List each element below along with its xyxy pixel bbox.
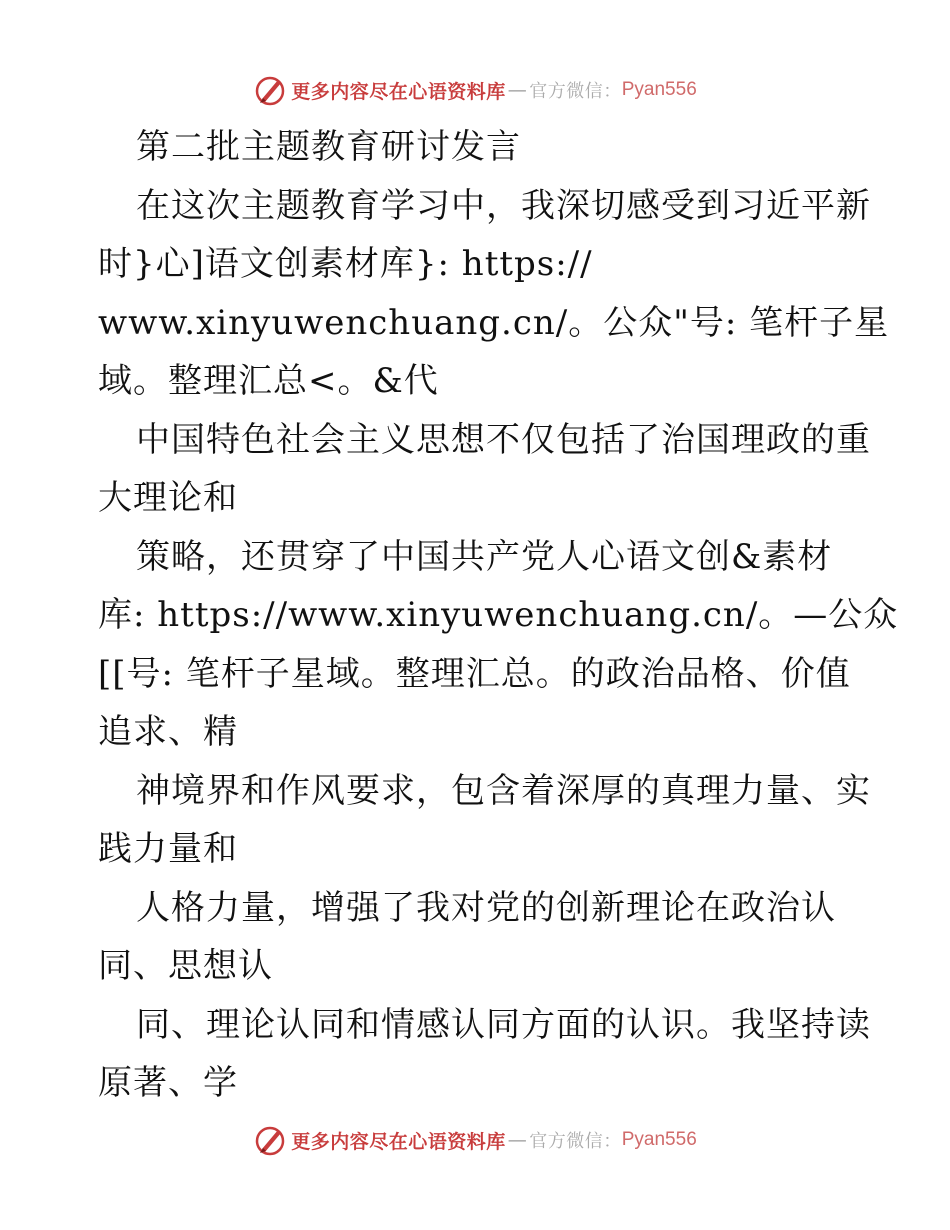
text-line: 原著、学 [98,1063,238,1103]
banner-dash: — [507,1129,528,1151]
footer-banner [0,1120,950,1160]
text-line: 策略，还贯穿了中国共产党人心语文创&素材 [136,536,833,577]
document-title: 第二批主题教育研讨发言 [136,127,521,167]
pen-logo-icon [253,1123,287,1157]
text-line: 大理论和 [98,478,238,518]
text-line: 时}心]语文创素材库}: https:// [98,244,593,284]
text-line: 同、理论认同和情感认同方面的认识。我坚持读 [136,1004,871,1045]
text-line: 中国特色社会主义思想不仅包括了治国理政的重 [136,419,871,460]
banner-wechat-label: 官方微信： [529,1131,622,1152]
document-body [98,118,899,1113]
banner-wechat-id: Pyan556 [621,79,697,100]
text-line: 追求、精 [98,712,238,752]
text-line: 神境界和作风要求，包含着深厚的真理力量、实 [136,770,871,811]
banner-wechat-id: Pyan556 [621,1129,697,1150]
text-line: [[号: 笔杆子星域。整理汇总。的政治品格、价值 [98,653,851,694]
text-line: 库: https://www.xinyuwenchuang.cn/。—公众 [98,595,899,635]
banner-main-text: 更多内容尽在心语资料库 [291,80,506,103]
banner-dash: — [507,79,528,101]
text-line: 在这次主题教育学习中，我深切感受到习近平新 [136,185,871,226]
banner-wechat-label: 官方微信： [529,81,622,102]
pen-logo-icon [253,73,287,107]
text-line: 践力量和 [98,829,238,869]
text-line: 同、思想认 [98,946,273,986]
banner-main-text: 更多内容尽在心语资料库 [291,1130,506,1153]
header-banner [0,70,950,110]
text-line: www.xinyuwenchuang.cn/。公众"号: 笔杆子星 [98,302,890,343]
text-line: 域。整理汇总<。&代 [98,361,439,401]
text-line: 人格力量，增强了我对党的创新理论在政治认 [136,887,836,928]
